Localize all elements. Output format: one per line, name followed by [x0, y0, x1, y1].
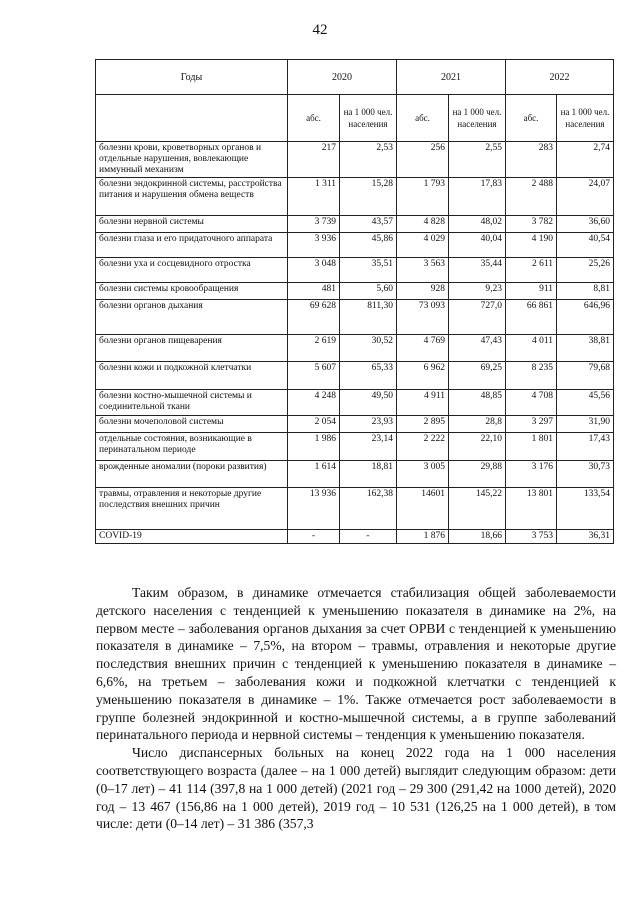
- row-label: болезни органов дыхания: [96, 300, 288, 335]
- cell-per-1000: 31,90: [557, 416, 614, 433]
- cell-abs: 256: [397, 142, 449, 178]
- cell-abs: 2 895: [397, 416, 449, 433]
- cell-abs: 4 190: [506, 233, 557, 258]
- header-abs: абс.: [397, 95, 449, 142]
- table-row: [96, 300, 614, 335]
- page-number: 42: [312, 22, 328, 38]
- cell-per-1000: 23,14: [340, 433, 397, 461]
- row-label: болезни крови, кроветворных органов и отдельные нарушения, вовлекающие иммунный механизм: [96, 142, 288, 178]
- cell-abs: 911: [506, 283, 557, 300]
- cell-abs: 1 801: [506, 433, 557, 461]
- cell-abs: 3 297: [506, 416, 557, 433]
- table-row: [96, 142, 614, 178]
- cell-per-1000: 35,51: [340, 258, 397, 283]
- header-per-1000: на 1 000 чел. населения: [557, 95, 614, 142]
- cell-per-1000: 17,43: [557, 433, 614, 461]
- row-label: болезни органов пищеварения: [96, 335, 288, 362]
- cell-per-1000: 2,55: [449, 142, 506, 178]
- cell-per-1000: 23,93: [340, 416, 397, 433]
- cell-abs: 4 011: [506, 335, 557, 362]
- header-year-2021: 2021: [397, 60, 506, 95]
- cell-abs: 3 739: [288, 216, 340, 233]
- cell-abs: 1 986: [288, 433, 340, 461]
- cell-abs: 928: [397, 283, 449, 300]
- row-label: болезни кожи и подкожной клетчатки: [96, 362, 288, 390]
- cell-abs: 283: [506, 142, 557, 178]
- cell-per-1000: 47,43: [449, 335, 506, 362]
- cell-per-1000: 18,81: [340, 461, 397, 488]
- header-year-2022: 2022: [506, 60, 614, 95]
- cell-per-1000: -: [340, 530, 397, 544]
- table-row: [96, 233, 614, 258]
- cell-per-1000: 36,31: [557, 530, 614, 544]
- cell-abs: 4 029: [397, 233, 449, 258]
- cell-per-1000: 65,33: [340, 362, 397, 390]
- header-empty-cell: [96, 95, 288, 142]
- row-label: болезни костно-мышечной системы и соединительной ткани: [96, 390, 288, 416]
- cell-per-1000: 30,52: [340, 335, 397, 362]
- row-label: болезни нервной системы: [96, 216, 288, 233]
- cell-per-1000: 28,8: [449, 416, 506, 433]
- cell-per-1000: 30,73: [557, 461, 614, 488]
- cell-per-1000: 18,66: [449, 530, 506, 544]
- cell-abs: 4 248: [288, 390, 340, 416]
- cell-per-1000: 5,60: [340, 283, 397, 300]
- table-row: [96, 178, 614, 216]
- table-row: [96, 530, 614, 544]
- cell-per-1000: 36,60: [557, 216, 614, 233]
- header-per-1000: на 1 000 чел. населения: [340, 95, 397, 142]
- table-row: [96, 461, 614, 488]
- row-label: болезни системы кровообращения: [96, 283, 288, 300]
- header-per-1000: на 1 000 чел. населения: [449, 95, 506, 142]
- cell-abs: 3 005: [397, 461, 449, 488]
- cell-per-1000: 40,54: [557, 233, 614, 258]
- cell-per-1000: 17,83: [449, 178, 506, 216]
- cell-per-1000: 646,96: [557, 300, 614, 335]
- cell-per-1000: 162,38: [340, 488, 397, 530]
- cell-abs: 13 801: [506, 488, 557, 530]
- cell-per-1000: 9,23: [449, 283, 506, 300]
- cell-per-1000: 45,86: [340, 233, 397, 258]
- cell-abs: 4 769: [397, 335, 449, 362]
- cell-abs: 2 619: [288, 335, 340, 362]
- cell-abs: 1 876: [397, 530, 449, 544]
- cell-per-1000: 2,53: [340, 142, 397, 178]
- table-row: [96, 488, 614, 530]
- cell-abs: 69 628: [288, 300, 340, 335]
- table-header-units: [96, 95, 614, 142]
- table-row: [96, 283, 614, 300]
- morbidity-table: [95, 59, 614, 544]
- table-row: [96, 416, 614, 433]
- cell-per-1000: 24,07: [557, 178, 614, 216]
- row-label: COVID-19: [96, 530, 288, 544]
- cell-abs: 1 311: [288, 178, 340, 216]
- cell-per-1000: 45,56: [557, 390, 614, 416]
- row-label: травмы, отравления и некоторые другие последствия внешних причин: [96, 488, 288, 530]
- cell-per-1000: 69,25: [449, 362, 506, 390]
- cell-abs: 1 793: [397, 178, 449, 216]
- cell-per-1000: 22,10: [449, 433, 506, 461]
- table-row: [96, 362, 614, 390]
- cell-per-1000: 35,44: [449, 258, 506, 283]
- cell-abs: 3 782: [506, 216, 557, 233]
- cell-per-1000: 25,26: [557, 258, 614, 283]
- table-row: [96, 335, 614, 362]
- cell-abs: -: [288, 530, 340, 544]
- row-label: болезни эндокринной системы, расстройства питания и нарушения обмена веществ: [96, 178, 288, 216]
- table-header-years: [96, 60, 614, 95]
- body-text: [96, 584, 616, 833]
- row-label: отдельные состояния, возникающие в перинатальном периоде: [96, 433, 288, 461]
- header-abs: абс.: [506, 95, 557, 142]
- cell-per-1000: 811,30: [340, 300, 397, 335]
- cell-abs: 14601: [397, 488, 449, 530]
- table-row: [96, 390, 614, 416]
- paragraph: Таким образом, в динамике отмечается стабилизация общей заболеваемости детского населения с тенденцией к уменьшению показателя в динамике на 2%, на первом месте – заболевания органов дыхания за счет ОРВИ с тенденцией к уменьшению показателя в динамике – 7,5%, на втором – травмы, отравления и некоторые другие последствия внешних причин с тенденцией к уменьшению показателя в динамике – 6,6%, на третьем – заболевания кожи и подкожной клетчатки с тенденцией к уменьшению показателя в динамике – 1%. Также отмечается рост заболеваемости в группе болезней эндокринной и костно-мышечной системы, а в группе заболеваний перинатального периода и нервной системы – тенденция к уменьшению показателя.: [96, 585, 616, 743]
- cell-abs: 1 614: [288, 461, 340, 488]
- cell-abs: 13 936: [288, 488, 340, 530]
- cell-per-1000: 79,68: [557, 362, 614, 390]
- cell-per-1000: 48,02: [449, 216, 506, 233]
- cell-abs: 2 222: [397, 433, 449, 461]
- cell-per-1000: 2,74: [557, 142, 614, 178]
- paragraph: Число диспансерных больных на конец 2022 года на 1 000 населения соответствующего возраста (далее – на 1 000 детей) выглядит следующим образом: дети (0–17 лет) – 41 114 (397,8 на 1 000 детей) (2021 год – 29 300 (291,42 на 1000 детей), 2020 год – 13 467 (156,86 на 1 000 детей), 2019 год – 10 531 (126,25 на 1 000 детей), в том числе: дети (0–14 лет) – 31 386 (357,3: [96, 745, 616, 832]
- cell-abs: 8 235: [506, 362, 557, 390]
- cell-abs: 4 828: [397, 216, 449, 233]
- table-row: [96, 433, 614, 461]
- cell-abs: 6 962: [397, 362, 449, 390]
- cell-per-1000: 43,57: [340, 216, 397, 233]
- row-label: болезни глаза и его придаточного аппарата: [96, 233, 288, 258]
- cell-per-1000: 49,50: [340, 390, 397, 416]
- table-row: [96, 216, 614, 233]
- header-abs: абс.: [288, 95, 340, 142]
- cell-abs: 3 048: [288, 258, 340, 283]
- cell-abs: 3 753: [506, 530, 557, 544]
- table-row: [96, 258, 614, 283]
- cell-abs: 217: [288, 142, 340, 178]
- cell-per-1000: 29,88: [449, 461, 506, 488]
- cell-abs: 4 911: [397, 390, 449, 416]
- cell-abs: 73 093: [397, 300, 449, 335]
- cell-per-1000: 8,81: [557, 283, 614, 300]
- header-year-2020: 2020: [288, 60, 397, 95]
- cell-abs: 4 708: [506, 390, 557, 416]
- row-label: болезни мочеполовой системы: [96, 416, 288, 433]
- cell-per-1000: 40,04: [449, 233, 506, 258]
- cell-abs: 2 611: [506, 258, 557, 283]
- cell-per-1000: 15,28: [340, 178, 397, 216]
- cell-abs: 66 861: [506, 300, 557, 335]
- cell-abs: 481: [288, 283, 340, 300]
- cell-abs: 5 607: [288, 362, 340, 390]
- cell-abs: 2 054: [288, 416, 340, 433]
- cell-per-1000: 145,22: [449, 488, 506, 530]
- table-body: [96, 142, 614, 544]
- header-years-label: Годы: [96, 60, 288, 95]
- cell-abs: 2 488: [506, 178, 557, 216]
- cell-abs: 3 563: [397, 258, 449, 283]
- row-label: болезни уха и сосцевидного отростка: [96, 258, 288, 283]
- cell-per-1000: 133,54: [557, 488, 614, 530]
- cell-per-1000: 38,81: [557, 335, 614, 362]
- cell-abs: 3 176: [506, 461, 557, 488]
- cell-per-1000: 727,0: [449, 300, 506, 335]
- cell-abs: 3 936: [288, 233, 340, 258]
- cell-per-1000: 48,85: [449, 390, 506, 416]
- row-label: врожденные аномалии (пороки развития): [96, 461, 288, 488]
